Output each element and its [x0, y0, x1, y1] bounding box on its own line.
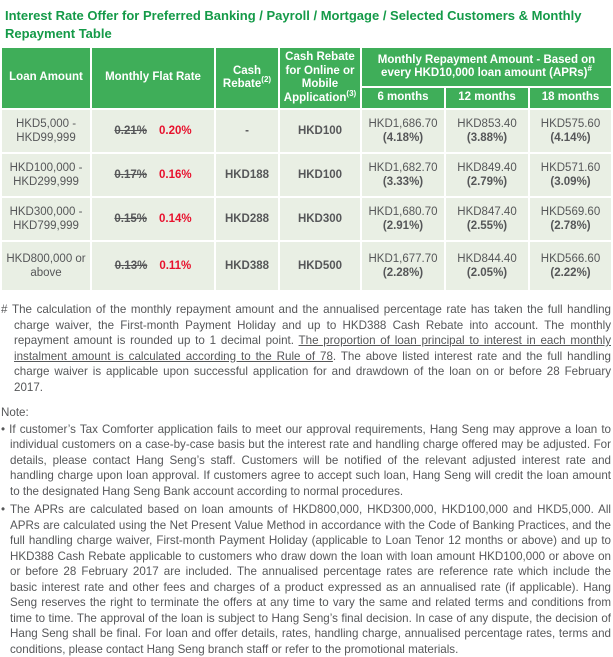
new-rate: 0.20%: [159, 125, 192, 137]
apr-value: (4.14%): [550, 132, 591, 144]
cell-monthly-flat-rate: [92, 110, 214, 152]
apr-value: (2.79%): [466, 176, 508, 188]
note-bullet-2: [0, 502, 613, 657]
bullet-marker: •: [1, 422, 6, 436]
cell-repayment-18m: [530, 242, 611, 290]
cell-cash-rebate-online: HKD500: [280, 242, 360, 290]
col-header-repayment-group: [362, 48, 611, 86]
bullet-marker: •: [1, 503, 6, 516]
cell-repayment-12m: [446, 110, 528, 152]
apr-value: (2.05%): [466, 267, 508, 279]
cell-repayment-6m: [362, 242, 444, 290]
repayment-amount: HKD844.40: [457, 253, 517, 265]
repayment-amount: HKD1,680.70: [368, 206, 438, 218]
footnote-underlined-text: The proportion of loan principal to interest in each monthly instalment amount is calculated according to the Rule of 78: [14, 334, 611, 363]
cell-monthly-flat-rate: [92, 242, 214, 290]
repayment-group-footnote-ref: #: [587, 64, 592, 74]
repayment-amount: HKD1,682.70: [368, 162, 438, 174]
cash-rebate-online-footnote-ref: (3): [346, 88, 357, 98]
repayment-amount: HKD566.60: [540, 253, 601, 265]
new-rate: 0.14%: [159, 213, 192, 225]
cell-loan-amount: HKD300,000 - HKD799,999: [2, 198, 90, 240]
old-rate: 0.13%: [114, 260, 148, 272]
col-header-monthly-flat-rate: Monthly Flat Rate: [92, 48, 214, 108]
repayment-amount: HKD1,686.70: [368, 118, 438, 130]
cell-loan-amount: HKD5,000 - HKD99,999: [2, 110, 90, 152]
cell-cash-rebate: HKD188: [216, 154, 278, 196]
cell-cash-rebate-online: HKD100: [280, 110, 360, 152]
apr-value: (2.55%): [466, 220, 508, 232]
cell-cash-rebate-online: HKD100: [280, 154, 360, 196]
repayment-amount: HKD849.40: [457, 162, 517, 174]
repayment-amount: HKD1,677.70: [368, 253, 438, 265]
cell-monthly-flat-rate: [92, 198, 214, 240]
old-rate: 0.15%: [114, 213, 147, 225]
apr-value: (2.78%): [550, 220, 591, 232]
apr-value: (4.18%): [382, 132, 424, 144]
apr-value: (2.91%): [382, 220, 424, 232]
apr-footnote: [0, 302, 613, 395]
repayment-amount: HKD575.60: [540, 118, 601, 130]
cell-repayment-6m: [362, 110, 444, 152]
cash-rebate-footnote-ref: (2): [261, 75, 272, 85]
cell-repayment-18m: [530, 154, 611, 196]
table-row: [2, 154, 611, 196]
apr-value: (2.22%): [550, 267, 591, 279]
repayment-amount: HKD569.60: [540, 206, 601, 218]
apr-value: (3.33%): [382, 176, 424, 188]
cell-monthly-flat-rate: [92, 154, 214, 196]
cell-cash-rebate-online: HKD300: [280, 198, 360, 240]
cell-repayment-6m: [362, 154, 444, 196]
cash-rebate-label: Cash Rebate: [222, 64, 262, 90]
apr-value: (3.09%): [550, 176, 591, 188]
apr-value: (3.88%): [466, 132, 508, 144]
cell-repayment-18m: [530, 110, 611, 152]
note-bullet-1-text: If customer’s Tax Comforter application fails to meet our approval requirements, Hang Seng may approve a loan to individual customers on a case-by-case basis but the interest rate and handling charge offered may be adjusted. For details, please contact Hang Seng’s staff. Customers will be notified of the relevant adjusted interest rate and handling charge upon loan approval. If customers agree to accept such loan, Hang Seng will credit the loan amount to the designated Hang Seng Bank account according to normal procedures.: [9, 422, 611, 498]
cell-repayment-12m: [446, 154, 528, 196]
col-header-6-months: 6 months: [362, 88, 444, 108]
table-row: [2, 242, 611, 290]
note-label: Note:: [1, 406, 29, 419]
cell-repayment-6m: [362, 198, 444, 240]
cell-cash-rebate: HKD388: [216, 242, 278, 290]
footnote-text-2: . The above listed interest rate and the full handling charge waiver is applicable upon successful application for and drawdown of the loan on or before 28 February 2017.: [14, 349, 611, 394]
note-bullet-2-text: The APRs are calculated based on loan amounts of HKD800,000, HKD300,000, HKD100,000 and HKD5,000. All APRs are calculated using the Net Present Value Method in accordance with the Code of Banking Practices, and the full handling charge waiver, First-month Payment Holiday (applicable to Loan Tenor 12 months or above) and up to HKD388 Cash Rebate applicable to customers who draw down the loan with loan amount HKD100,000 or above on or before 28 February 2017 are included. The annualised percentage rates are reference rate which include the basic interest rate and other fees and charges of a product expressed as an annualised rate (if applicable). Hang Seng reserves the right to terminate the offers at any time to vary the same and related terms and conditions from time to time. The approval of the loan is subject to Hang Seng’s final decision. In case of any dispute, the decision of Hang Seng shall be final. For loan and offer details, rates, handling charge, annualised percentage rates, terms and conditions, please contact Hang Seng branch staff or refer to the promotional materials.: [9, 503, 611, 656]
old-rate: 0.17%: [114, 169, 147, 181]
new-rate: 0.11%: [159, 260, 192, 272]
col-header-12-months: 12 months: [446, 88, 528, 108]
col-header-loan-amount: Loan Amount: [2, 48, 90, 108]
page-title: Interest Rate Offer for Preferred Banking / Payroll / Mortgage / Selected Customers & Monthly Repayment Table: [5, 8, 582, 41]
footnote-text-1: The calculation of the monthly repayment amount and the annualised percentage rate has taken the full handling charge waiver, the First-month Payment Holiday and up to HKD388 Cash Rebate into account. The monthly repayment amount is rounded up to 1 decimal point.: [12, 303, 611, 347]
repayment-amount: HKD847.40: [457, 206, 517, 218]
old-rate: 0.21%: [114, 125, 147, 137]
table-row: [2, 110, 611, 152]
interest-rate-table: [0, 46, 613, 292]
cell-repayment-12m: [446, 198, 528, 240]
repayment-amount: HKD853.40: [457, 118, 517, 130]
cell-cash-rebate: -: [216, 110, 278, 152]
cell-repayment-18m: [530, 198, 611, 240]
note-bullet-1: [0, 422, 613, 500]
cell-cash-rebate: HKD288: [216, 198, 278, 240]
repayment-group-label: Monthly Repayment Amount - Based on every HKD10,000 loan amount (APRs): [377, 53, 596, 79]
new-rate: 0.16%: [159, 169, 192, 181]
table-row: [2, 198, 611, 240]
repayment-amount: HKD571.60: [540, 162, 601, 174]
cell-loan-amount: HKD100,000 - HKD299,999: [2, 154, 90, 196]
cash-rebate-online-label: Cash Rebate for Online or Mobile Application: [283, 51, 355, 104]
apr-value: (2.28%): [382, 267, 424, 279]
col-header-18-months: 18 months: [530, 88, 611, 108]
col-header-cash-rebate-online: [280, 48, 360, 108]
cell-repayment-12m: [446, 242, 528, 290]
footnote-marker: #: [1, 303, 8, 316]
cell-loan-amount: HKD800,000 or above: [2, 242, 90, 290]
col-header-cash-rebate: [216, 48, 278, 108]
